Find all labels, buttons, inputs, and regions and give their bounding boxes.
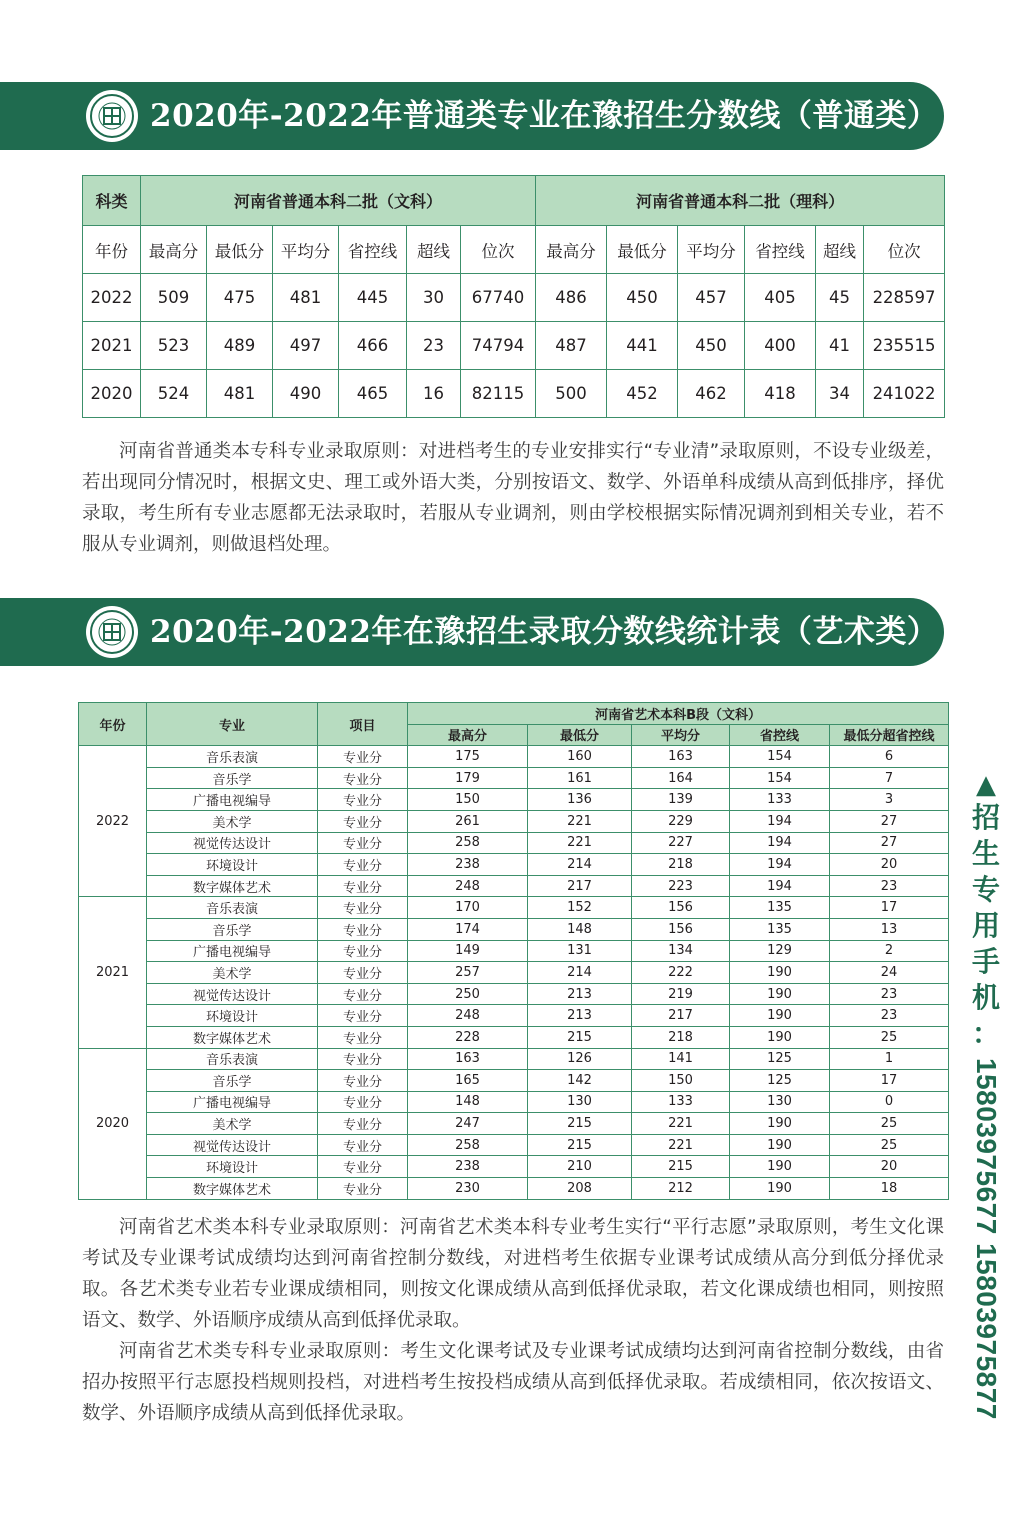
general-admission-rule: 河南省普通类本专科专业录取原则：对进档考生的专业安排实行“专业清”录取原则，不设专业级差，若出现同分情况时，根据文史、理工或外语大类，分别按语文、数学、外语单科成绩从高到低排序，择优录取，考生所有专业志愿都无法录取时，若服从专业调剂，则由学校根据实际情况调剂到相关专业，若不服从专业调剂，则做退档处理。: [82, 441, 944, 555]
table-row: [79, 854, 949, 876]
sidebar-label-char: 手: [971, 945, 1000, 978]
year-cell: 2022: [79, 746, 147, 897]
table-cell: 音乐学: [147, 1070, 318, 1092]
table-cell: 165: [408, 1070, 528, 1092]
table-cell: 20: [830, 1156, 949, 1178]
school-seal-icon: [86, 606, 138, 658]
table-cell: 261: [408, 810, 528, 832]
table-cell: 6: [830, 746, 949, 768]
table-cell: 164: [632, 767, 730, 789]
table-cell: 23: [407, 322, 461, 370]
table-cell: 248: [408, 875, 528, 897]
table-cell: 131: [528, 940, 632, 962]
table-cell: 广播电视编导: [147, 1091, 318, 1113]
table-cell: 130: [730, 1091, 830, 1113]
table-cell: 465: [339, 370, 407, 418]
table-cell: 170: [408, 897, 528, 919]
table-row: [79, 1113, 949, 1135]
table-cell: 160: [528, 746, 632, 768]
table-cell: 475: [207, 274, 273, 322]
table-cell: 208: [528, 1178, 632, 1200]
table-cell: 专业分: [318, 1091, 408, 1113]
table-cell: 150: [632, 1070, 730, 1092]
sidebar-label-char: 机: [971, 981, 1000, 1014]
table-cell: 217: [632, 1005, 730, 1027]
table-cell: 238: [408, 854, 528, 876]
table-cell: 专业分: [318, 854, 408, 876]
table-cell: 190: [730, 1156, 830, 1178]
table-cell: 专业分: [318, 810, 408, 832]
table-cell: 专业分: [318, 918, 408, 940]
table-cell: 125: [730, 1048, 830, 1070]
table-cell: 212: [632, 1178, 730, 1200]
table-cell: 24: [830, 962, 949, 984]
year-header: 年份: [79, 703, 147, 746]
table-cell: 美术学: [147, 810, 318, 832]
section-title-art: 2020年-2022年在豫招生录取分数线统计表（艺术类）: [150, 614, 939, 650]
table-cell: 13: [830, 918, 949, 940]
sidebar-label-char: 招: [971, 801, 1000, 834]
category-header: 科类: [83, 176, 141, 226]
table-cell: 222: [632, 962, 730, 984]
table-cell: 156: [632, 918, 730, 940]
phone-numbers: 15803975677 15803975877: [971, 1058, 1002, 1420]
table-cell: 221: [632, 1134, 730, 1156]
school-seal-icon: [86, 90, 138, 142]
art-admission-rules: [82, 1212, 944, 1429]
table-cell: 161: [528, 767, 632, 789]
table-row: [79, 1005, 949, 1027]
table-cell: 221: [528, 810, 632, 832]
table-cell: 专业分: [318, 1026, 408, 1048]
table-cell: 156: [632, 897, 730, 919]
table-cell: 228: [408, 1026, 528, 1048]
table-cell: 25: [830, 1134, 949, 1156]
table-cell: 190: [730, 1005, 830, 1027]
table-cell: 130: [528, 1091, 632, 1113]
table-cell: 视觉传达设计: [147, 1134, 318, 1156]
table-cell: 音乐表演: [147, 1048, 318, 1070]
table-cell: 179: [408, 767, 528, 789]
table-cell: 221: [528, 832, 632, 854]
table-cell: 445: [339, 274, 407, 322]
column-header: 最高分: [141, 226, 207, 274]
table-row: [79, 940, 949, 962]
table-cell: 400: [745, 322, 816, 370]
item-header: 项目: [318, 703, 408, 746]
art-score-table: [78, 702, 949, 1200]
sidebar-label-char: 生: [971, 837, 1000, 870]
table-cell: 17: [830, 1070, 949, 1092]
table-cell: 25: [830, 1026, 949, 1048]
table-cell: 专业分: [318, 1048, 408, 1070]
art-college-rule: 河南省艺术类专科专业录取原则：考生文化课考试及专业课考试成绩均达到河南省控制分数线，由省招办按照平行志愿投档规则投档，对进档考生按投档成绩从高到低择优录取。若成绩相同，依次按语文、数学、外语顺序成绩从高到低择优录取。: [82, 1341, 944, 1424]
table-cell: 219: [632, 983, 730, 1005]
column-header: 平均分: [678, 226, 745, 274]
table-cell: 217: [528, 875, 632, 897]
table-cell: 190: [730, 1134, 830, 1156]
table-cell: 500: [536, 370, 607, 418]
group-header-li: 河南省普通本科二批（理科）: [536, 176, 945, 226]
table-row: [79, 1156, 949, 1178]
group-header-art: 河南省艺术本科B段（文科）: [408, 703, 949, 725]
table-cell: 149: [408, 940, 528, 962]
table-cell: 专业分: [318, 789, 408, 811]
table-cell: 16: [407, 370, 461, 418]
table-cell: 专业分: [318, 1005, 408, 1027]
table-cell: 175: [408, 746, 528, 768]
table-cell: 194: [730, 854, 830, 876]
table-cell: 235515: [864, 322, 945, 370]
table-cell: 音乐学: [147, 767, 318, 789]
table-cell: 133: [730, 789, 830, 811]
table-cell: 美术学: [147, 962, 318, 984]
column-header: 省控线: [339, 226, 407, 274]
table-cell: 133: [632, 1091, 730, 1113]
table-row: [79, 918, 949, 940]
table-cell: 专业分: [318, 940, 408, 962]
table-cell: 152: [528, 897, 632, 919]
up-arrow-icon: ▲: [976, 770, 996, 800]
table-cell: 230: [408, 1178, 528, 1200]
table-cell: 142: [528, 1070, 632, 1092]
table-cell: 214: [528, 854, 632, 876]
table-row: [79, 810, 949, 832]
table-cell: 34: [816, 370, 864, 418]
column-header: 最低分: [607, 226, 678, 274]
table-cell: 数字媒体艺术: [147, 1178, 318, 1200]
table-row: [79, 767, 949, 789]
table-cell: 2022: [83, 274, 141, 322]
table-row: [83, 370, 945, 418]
table-cell: 视觉传达设计: [147, 832, 318, 854]
table-cell: 215: [632, 1156, 730, 1178]
table-cell: 67740: [461, 274, 536, 322]
year-cell: 2021: [79, 897, 147, 1048]
table-cell: 1: [830, 1048, 949, 1070]
table-cell: 462: [678, 370, 745, 418]
table-cell: 134: [632, 940, 730, 962]
table-cell: 248: [408, 1005, 528, 1027]
table-cell: 405: [745, 274, 816, 322]
column-header: 超线: [407, 226, 461, 274]
table-row: [83, 322, 945, 370]
table-cell: 215: [528, 1026, 632, 1048]
table-cell: 466: [339, 322, 407, 370]
table-cell: 441: [607, 322, 678, 370]
table-cell: 250: [408, 983, 528, 1005]
table-cell: 25: [830, 1113, 949, 1135]
table-row: [79, 1048, 949, 1070]
sidebar-label-char: 专: [971, 873, 1000, 906]
table-cell: 数字媒体艺术: [147, 1026, 318, 1048]
column-header: 平均分: [273, 226, 339, 274]
table-cell: 专业分: [318, 1178, 408, 1200]
table-cell: 2020: [83, 370, 141, 418]
table-cell: 环境设计: [147, 1156, 318, 1178]
table-row: [79, 875, 949, 897]
table-row: [83, 274, 945, 322]
table-cell: 27: [830, 810, 949, 832]
table-cell: 广播电视编导: [147, 940, 318, 962]
table-cell: 241022: [864, 370, 945, 418]
table-cell: 215: [528, 1134, 632, 1156]
table-cell: 专业分: [318, 832, 408, 854]
table-cell: 218: [632, 1026, 730, 1048]
table-cell: 523: [141, 322, 207, 370]
section-banner-general: [0, 82, 944, 150]
table-cell: 247: [408, 1113, 528, 1135]
table-row: [79, 897, 949, 919]
table-row: [79, 983, 949, 1005]
table-cell: 23: [830, 875, 949, 897]
table-cell: 238: [408, 1156, 528, 1178]
table-cell: 专业分: [318, 767, 408, 789]
table-cell: 418: [745, 370, 816, 418]
table-cell: 7: [830, 767, 949, 789]
table-cell: 专业分: [318, 746, 408, 768]
table-cell: 213: [528, 1005, 632, 1027]
table-cell: 210: [528, 1156, 632, 1178]
table-cell: 481: [207, 370, 273, 418]
table-cell: 数字媒体艺术: [147, 875, 318, 897]
table-row: [79, 789, 949, 811]
table-cell: 174: [408, 918, 528, 940]
section-banner-art: [0, 598, 944, 666]
table-cell: 154: [730, 746, 830, 768]
table-cell: 148: [528, 918, 632, 940]
table-cell: 18: [830, 1178, 949, 1200]
table-cell: 专业分: [318, 875, 408, 897]
table-cell: 45: [816, 274, 864, 322]
table-cell: 广播电视编导: [147, 789, 318, 811]
art-undergrad-rule: 河南省艺术类本科专业录取原则：河南省艺术类本科专业考生实行“平行志愿”录取原则，考生文化课考试及专业课考试成绩均达到河南省控制分数线，对进档考生依据专业课考试成绩从高分到低分择优录取。各艺术类专业若专业课成绩相同，则按文化课成绩从高到低择优录取，若文化课成绩也相同，则按照语文、数学、外语顺序成绩从高到低择优录取。: [82, 1217, 944, 1331]
sidebar-label-char: 用: [971, 909, 1000, 942]
table-row: [79, 832, 949, 854]
table-cell: 135: [730, 897, 830, 919]
sidebar-label-char: ：: [971, 1017, 1000, 1050]
table-cell: 524: [141, 370, 207, 418]
table-cell: 136: [528, 789, 632, 811]
table-cell: 音乐学: [147, 918, 318, 940]
table-cell: 2: [830, 940, 949, 962]
table-cell: 194: [730, 832, 830, 854]
table-cell: 497: [273, 322, 339, 370]
table-cell: 126: [528, 1048, 632, 1070]
table-cell: 213: [528, 983, 632, 1005]
table-cell: 457: [678, 274, 745, 322]
column-header: 省控线: [730, 724, 830, 746]
column-header: 最高分: [408, 724, 528, 746]
table-cell: 221: [632, 1113, 730, 1135]
general-score-table: [82, 175, 945, 418]
table-cell: 190: [730, 1178, 830, 1200]
table-cell: 82115: [461, 370, 536, 418]
table-cell: 专业分: [318, 897, 408, 919]
table-cell: 163: [632, 746, 730, 768]
table-cell: 美术学: [147, 1113, 318, 1135]
table-cell: 专业分: [318, 1156, 408, 1178]
table-cell: 194: [730, 810, 830, 832]
table-cell: 490: [273, 370, 339, 418]
table-cell: 音乐表演: [147, 746, 318, 768]
table-cell: 音乐表演: [147, 897, 318, 919]
table-cell: 218: [632, 854, 730, 876]
table-row: [79, 1134, 949, 1156]
table-cell: 215: [528, 1113, 632, 1135]
table-cell: 214: [528, 962, 632, 984]
year-cell: 2020: [79, 1048, 147, 1199]
table-cell: 227: [632, 832, 730, 854]
table-row: [79, 1091, 949, 1113]
major-header: 专业: [147, 703, 318, 746]
table-cell: 专业分: [318, 1134, 408, 1156]
table-cell: 41: [816, 322, 864, 370]
table-cell: 135: [730, 918, 830, 940]
column-header: 最高分: [536, 226, 607, 274]
table-cell: 27: [830, 832, 949, 854]
column-header: 平均分: [632, 724, 730, 746]
table-cell: 194: [730, 875, 830, 897]
table-cell: 专业分: [318, 1070, 408, 1092]
column-header: 最低分超省控线: [830, 724, 949, 746]
column-header: 最低分: [528, 724, 632, 746]
table-cell: 0: [830, 1091, 949, 1113]
table-row: [79, 1178, 949, 1200]
table-cell: 视觉传达设计: [147, 983, 318, 1005]
table-cell: 125: [730, 1070, 830, 1092]
table-row: [79, 746, 949, 768]
table-cell: 190: [730, 962, 830, 984]
table-cell: 23: [830, 1005, 949, 1027]
table-cell: 190: [730, 1113, 830, 1135]
table-cell: 481: [273, 274, 339, 322]
table-cell: 专业分: [318, 983, 408, 1005]
table-cell: 3: [830, 789, 949, 811]
table-cell: 23: [830, 983, 949, 1005]
table-cell: 487: [536, 322, 607, 370]
table-cell: 154: [730, 767, 830, 789]
column-header: 位次: [461, 226, 536, 274]
table-cell: 环境设计: [147, 854, 318, 876]
table-cell: 专业分: [318, 962, 408, 984]
table-cell: 129: [730, 940, 830, 962]
column-header: 位次: [864, 226, 945, 274]
table-cell: 450: [607, 274, 678, 322]
column-header: 超线: [816, 226, 864, 274]
table-cell: 139: [632, 789, 730, 811]
table-cell: 环境设计: [147, 1005, 318, 1027]
enrollment-phone-sidebar: [964, 770, 1008, 1420]
table-row: [79, 962, 949, 984]
table-cell: 257: [408, 962, 528, 984]
table-cell: 223: [632, 875, 730, 897]
year-header: 年份: [83, 226, 141, 274]
table-cell: 2021: [83, 322, 141, 370]
table-cell: 专业分: [318, 1113, 408, 1135]
table-cell: 258: [408, 1134, 528, 1156]
table-cell: 17: [830, 897, 949, 919]
table-cell: 141: [632, 1048, 730, 1070]
table-cell: 486: [536, 274, 607, 322]
group-header-wen: 河南省普通本科二批（文科）: [141, 176, 536, 226]
table-cell: 20: [830, 854, 949, 876]
table-cell: 228597: [864, 274, 945, 322]
table-cell: 190: [730, 983, 830, 1005]
column-header: 省控线: [745, 226, 816, 274]
table-cell: 258: [408, 832, 528, 854]
table-row: [79, 1026, 949, 1048]
table-cell: 509: [141, 274, 207, 322]
table-cell: 148: [408, 1091, 528, 1113]
table-cell: 450: [678, 322, 745, 370]
table-cell: 30: [407, 274, 461, 322]
table-cell: 163: [408, 1048, 528, 1070]
table-cell: 229: [632, 810, 730, 832]
table-header-row: [83, 226, 945, 274]
table-cell: 489: [207, 322, 273, 370]
section-title-general: 2020年-2022年普通类专业在豫招生分数线（普通类）: [150, 98, 939, 134]
table-cell: 150: [408, 789, 528, 811]
column-header: 最低分: [207, 226, 273, 274]
table-cell: 190: [730, 1026, 830, 1048]
table-row: [79, 1070, 949, 1092]
table-cell: 452: [607, 370, 678, 418]
table-cell: 74794: [461, 322, 536, 370]
